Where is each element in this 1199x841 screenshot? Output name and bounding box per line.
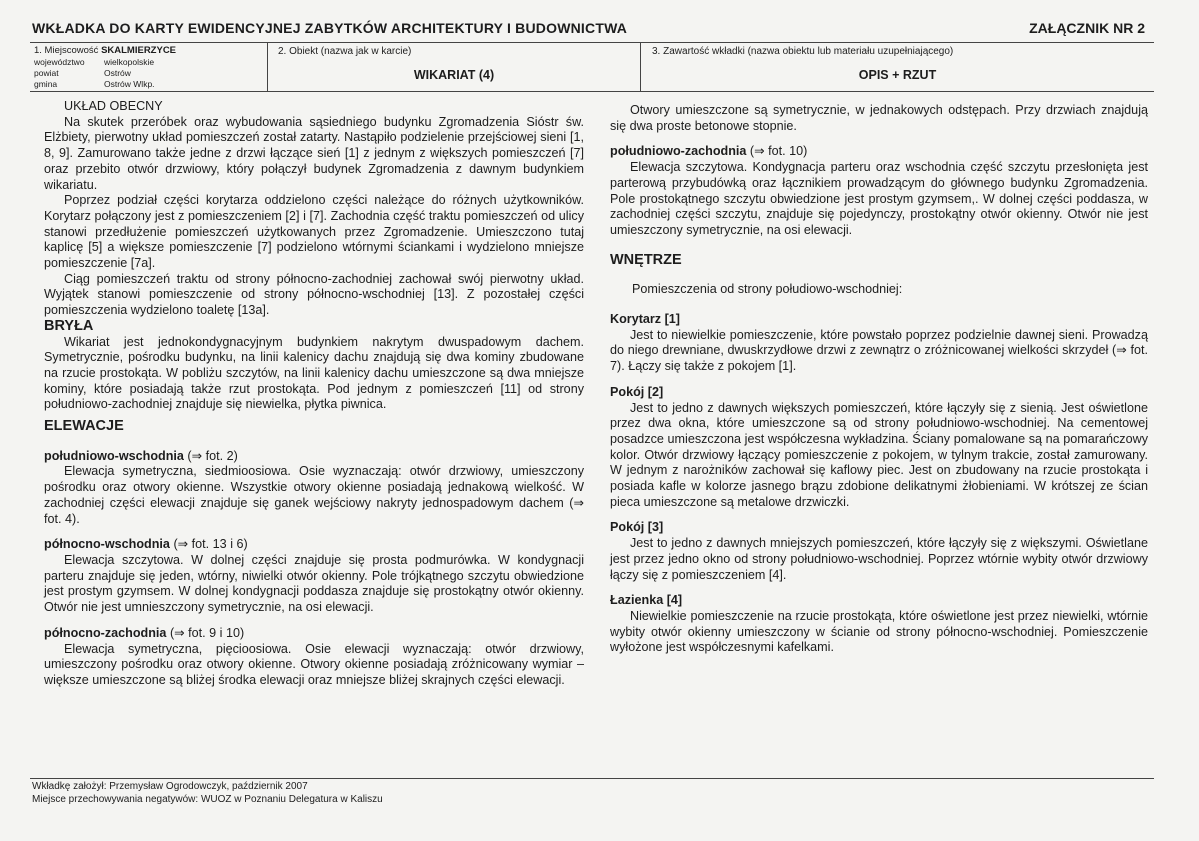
paragraph: Elewacja symetryczna, siedmioosiowa. Osie wyznaczają: otwór drzwiowy, umieszczony pośrodku oraz otwory okienne. Wszystkie otwory okienne posiadają jednakową wielkość. W zachodniej części elewacji znajduje się ganek wejściowy nakryty jednospadowym dachem (⇒ fot. 4). <box>44 464 584 526</box>
photo-reference: (⇒ fot. 10) <box>749 144 808 159</box>
wnetrze-intro: Pomieszczenia od strony połudiowo-wschodniej: <box>632 282 903 297</box>
meta-value: wielkopolskie <box>104 57 155 67</box>
paragraph: Elewacja szczytowa. Kondygnacja parteru oraz wschodnia część szczytu przesłonięta jest parterową przybudówką oraz łącznikiem prowadzącym do głównego budynku Zgromadzenia. Pole prostokątnego szczytu obwiedzione jest prostym gzymsem,. W dolnej części poddasza, w zachodniej części szczytu, znajduje się pojedynczy, prostokątny otwór okienny. Otwór nie jest umieszczony symetrycznie, na osi elewacji. <box>610 160 1148 237</box>
header-bottom-rule <box>30 91 1154 92</box>
photo-reference: (⇒ fot. 9 i 10) <box>169 625 245 640</box>
photo-reference: (⇒ fot. 2) <box>187 448 238 463</box>
paragraph: Na skutek przeróbek oraz wybudowania sąsiedniego budynku Zgromadzenia Sióstr św. Elżbiety, pierwotny układ pomieszczeń został zatarty. Nastąpiło podzielenie przejściowej sieni [1, 8, 9]. Zamurowano także jedne z drzwi łączące sień [1] z jednym z większych pomieszczeń [7] oraz przebito otwór drzwiowy, który połączył budynek Zgromadzenia z dawnym budynkiem wikariatu. <box>44 114 584 192</box>
paragraph: Poprzez podział części korytarza oddzielono części należące do różnych użytkowników. Korytarz połączony jest z pomieszczeniem [2] i [7]. Zachodnia część traktu pomieszczeń od ulicy stanowi przedłużenie pomieszczeń użytkowanych przez Zgromadzenie. Umieszczono tutaj kaplicę [5] a większe pomieszczenie [7] podzielono wtórnymi ściankami i wydzielono mniejsze pomieszczenie [7a]. <box>44 193 584 271</box>
spacer <box>610 298 1148 312</box>
spacer <box>44 435 584 449</box>
content-label: 3. Zawartość wkładki (nazwa obiektu lub materiału uzupełniającego) <box>652 46 954 57</box>
spacer <box>610 134 1148 144</box>
paragraph: Elewacja szczytowa. W dolnej części znajduje się prosta podmurówka. W kondygnacji parteru znajduje się jeden, wtórny, niwielki otwór okienny. Pole trójkątnego szczytu obwiedzione jest prostym gzymsem. W dolnej kondygnacji poddasza znajduje się prostokątny otwór okienny. Otwór nie jest umnieszczony symetrycznie, na osi elewacji. <box>44 552 584 615</box>
header-divider-1 <box>267 42 268 91</box>
paragraph: Ciąg pomieszczeń traktu od strony północno-zachodniej zachował swój pierwotny układ. Wyjątek stanowi pomieszczenie od strony północno-wschodniej [13]. Z pozostałej części pomieszczenia wydzielono toaletę [13a]. <box>44 271 584 318</box>
subsection-heading <box>44 626 584 642</box>
room-title: Pokój [2] <box>610 384 664 399</box>
subsection-heading <box>44 449 584 465</box>
footer <box>32 780 383 806</box>
section-title-elewacje: ELEWACJE <box>44 418 124 435</box>
left-column <box>44 99 584 689</box>
footer-author: Wkładkę założył: Przemysław Ogrodowczyk, październik 2007 <box>32 781 308 792</box>
meta-key: gmina <box>34 79 58 89</box>
document-title: WKŁADKA DO KARTY EWIDENCYJNEJ ZABYTKÓW ARCHITEKTURY I BUDOWNICTWA <box>32 20 628 36</box>
paragraph: Elewacja symetryczna, pięcioosiowa. Osie elewacji wyznaczają: otwór drzwiowy, umieszczony pośrodku oraz otwory okienne. Otwory okienne posiadają zróżnicowany wymiar – większe umieszczone są bliżej środka elewacji oraz mniejsze bliżej skrajnych części elewacji. <box>44 641 584 687</box>
section-title-bryla: BRYŁA <box>44 317 94 334</box>
meta-value: Ostrów Wlkp. <box>104 79 155 89</box>
header-top-rule <box>30 42 1154 43</box>
right-column <box>610 103 1148 656</box>
spacer <box>610 239 1148 253</box>
location-meta-row-1 <box>34 57 154 67</box>
spacer <box>610 510 1148 520</box>
header-divider-2 <box>640 42 641 91</box>
paragraph: Niewielkie pomieszczenie na rzucie prostokąta, które oświetlone jest przez niewielki, wtórnie wybity otwór okienny umieszczony w ścianie od strony północno-wschodniej. Pomieszczenie wyłożone jest współczesnymi kafelkami. <box>610 608 1148 655</box>
meta-value: Ostrów <box>104 68 131 78</box>
subsection-title: południowo-wschodnia <box>44 448 184 463</box>
room-title: Pokój [3] <box>610 520 664 535</box>
meta-key: powiat <box>34 68 59 78</box>
spacer <box>44 616 584 626</box>
location-meta-row-2 <box>34 68 131 78</box>
object-value: WIKARIAT (4) <box>413 68 495 82</box>
subsection-title: południowo-zachodnia <box>610 144 747 159</box>
spacer <box>610 583 1148 593</box>
attachment-number: ZAŁĄCZNIK NR 2 <box>1029 20 1145 36</box>
section-title-wnetrze: WNĘTRZE <box>610 251 682 268</box>
footer-rule <box>30 778 1154 779</box>
photo-reference: (⇒ fot. 13 i 6) <box>173 537 248 552</box>
paragraph: Otwory umieszczone są symetrycznie, w jednakowych odstępach. Przy drzwiach znajdują się dwa proste betonowe stopnie. <box>610 103 1148 133</box>
subsection-title: północno-zachodnia <box>44 625 167 640</box>
paragraph: Jest to niewielkie pomieszczenie, które powstało poprzez podzielnie dawnej sieni. Prowadzą do niego drewniane, dwuskrzydłowe drzwi z zewnątrz o zróżnicowanej wielkości skrzydeł (⇒ fot. 7). Łączy się także z pokojem [1]. <box>610 327 1148 374</box>
section-title-uklad: UKŁAD OBECNY <box>64 99 163 113</box>
location-field <box>34 45 176 56</box>
room-title: Łazienka [4] <box>610 593 683 608</box>
location-value: SKALMIERZYCE <box>101 45 177 56</box>
footer-storage: Miejsce przechowywania negatywów: WUOZ w Poznaniu Delegatura w Kaliszu <box>32 794 383 805</box>
object-label: 2. Obiekt (nazwa jak w karcie) <box>278 46 412 57</box>
meta-key: województwo <box>34 57 85 67</box>
spacer <box>44 527 584 537</box>
content-value: OPIS + RZUT <box>858 68 937 82</box>
location-label: 1. Miejscowość <box>34 45 99 56</box>
paragraph: Wikariat jest jednokondygnacyjnym budynkiem nakrytym dwuspadowym dachem. Symetrycznie, pośrodku budynku, na linii kalenicy dachu znajdują się dwa kominy zbudowane na rzucie prostokąta. W pobliżu szczytów, na linii kalenicy dachu umieszczone są dwa mniejsze kominy, które posiadają także rzut prostokąta. Pod jednym z pomieszczeń [11] od strony południowo-zachodniej znajduje się niewielka, płytka piwnica. <box>44 334 584 412</box>
paragraph: Jest to jedno z dawnych mniejszych pomieszczeń, które łączyły się z większymi. Oświetlane jest przez jedno okno od strony południowo-wschodniej. Poprzez wtórnie wybity otwór drzwiowy łączy się z pomieszczeniem [4]. <box>610 536 1148 582</box>
subsection-title: północno-wschodnia <box>44 537 170 552</box>
spacer <box>610 268 1148 282</box>
room-title: Korytarz [1] <box>610 312 680 327</box>
location-meta-row-3 <box>34 79 155 89</box>
subsection-heading <box>44 537 584 553</box>
spacer <box>610 375 1148 385</box>
subsection-heading <box>610 144 1148 160</box>
paragraph: Jest to jedno z dawnych większych pomieszczeń, które łączyły się z sienią. Jest oświetlone przez dwa okna, które umieszczone są od strony południowo-wschodniej. Na cementowej posadzce umieszczona jest współczesna wykładzina. Ściany pomalowane są na pomarańczowy kolor. Otwór drzwiowy łączący pomieszczenie z pokojem, w tylnym trakcie, został zamurowany. W jednym z narożników zachował się kaflowy piec. Jest on zbudowany na rzucie prostokąta i posiada kafle w kolorze jasnego brązu zdobione delikatnymi żłobieniami. W krótszej ze ścian pieca umieszczone są metalowe drzwiczki. <box>610 400 1148 509</box>
